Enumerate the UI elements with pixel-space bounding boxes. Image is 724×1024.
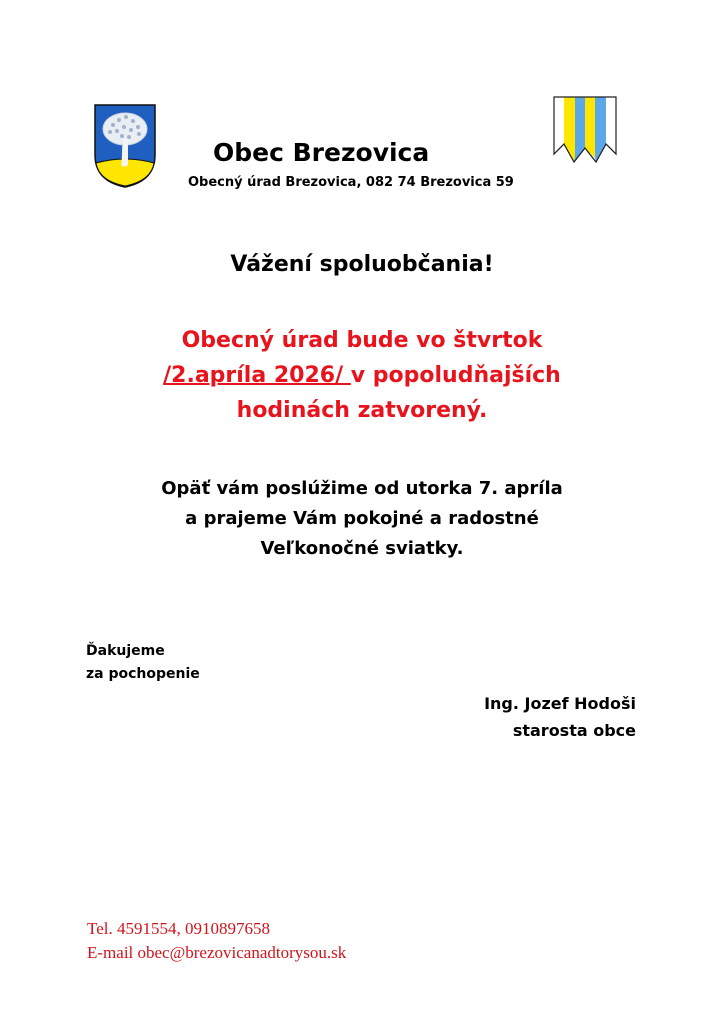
reopen-line-1: Opäť vám poslúžime od utorka 7. apríla bbox=[161, 478, 563, 499]
thanks-line-1: Ďakujeme bbox=[86, 643, 165, 659]
municipality-title: Obec Brezovica bbox=[213, 138, 430, 167]
coat-of-arms-icon bbox=[93, 103, 157, 189]
notice-line-2-rest: v popoludňajších bbox=[350, 363, 561, 388]
reopening-message bbox=[0, 474, 724, 564]
reopen-line-2: a prajeme Vám pokojné a radostné bbox=[185, 508, 539, 529]
office-address: Obecný úrad Brezovica, 082 74 Brezovica 59 bbox=[188, 175, 514, 190]
thanks-line-2: za pochopenie bbox=[86, 666, 200, 682]
closure-date: /2.apríla 2026/ bbox=[163, 363, 351, 388]
contact-email: E-mail obec@brezovicanadtorysou.sk bbox=[87, 943, 347, 962]
signatory-name: Ing. Jozef Hodoši bbox=[484, 694, 636, 713]
signatory-role: starosta obce bbox=[512, 721, 636, 740]
closure-notice bbox=[0, 323, 724, 428]
greeting-heading: Vážení spoluobčania! bbox=[230, 252, 494, 277]
thanks-note bbox=[86, 640, 200, 686]
signature-block bbox=[484, 690, 636, 744]
contact-info bbox=[87, 917, 346, 965]
contact-phone: Tel. 4591554, 0910897658 bbox=[87, 919, 270, 938]
reopen-line-3: Veľkonočné sviatky. bbox=[260, 538, 464, 559]
notice-line-3: hodinách zatvorený. bbox=[236, 398, 488, 423]
municipal-flag-icon bbox=[553, 96, 617, 164]
notice-line-2 bbox=[0, 358, 724, 393]
notice-line-1: Obecný úrad bude vo štvrtok bbox=[181, 328, 543, 353]
